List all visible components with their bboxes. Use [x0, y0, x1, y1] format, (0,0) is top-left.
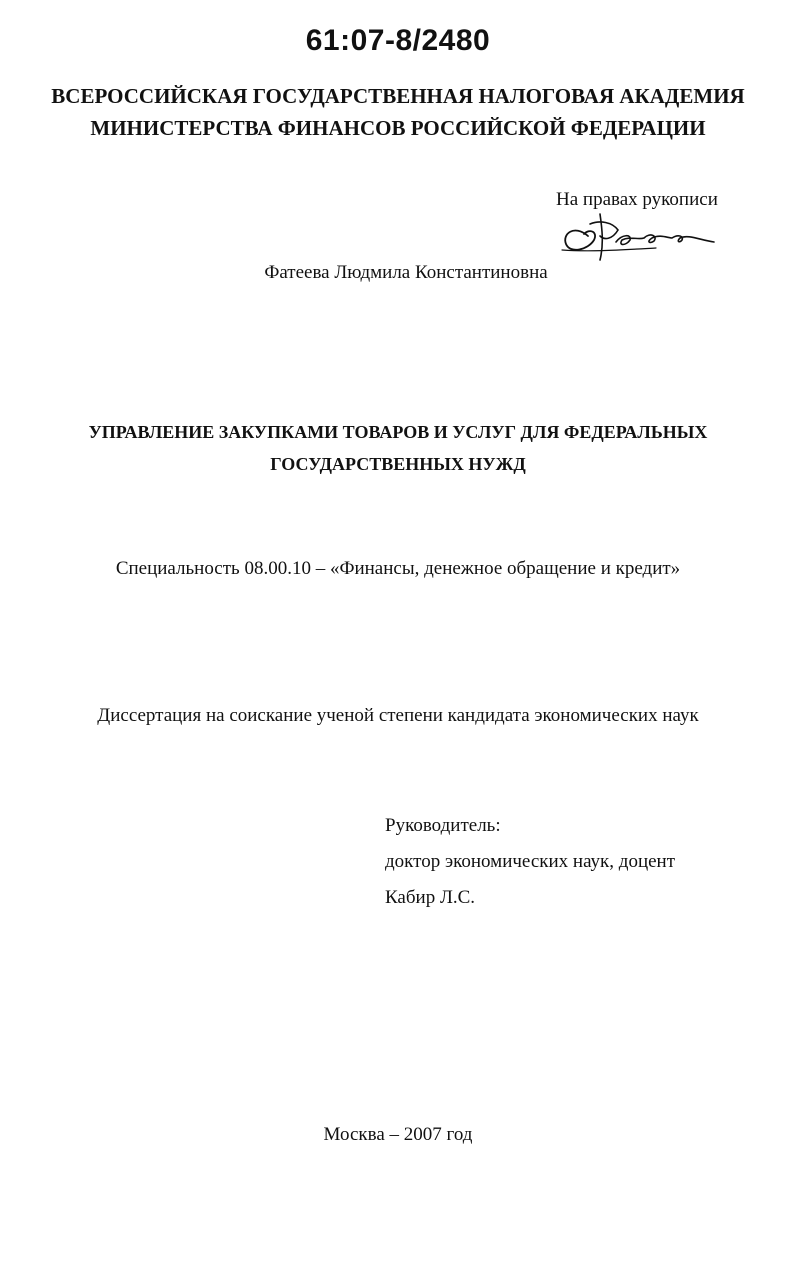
institution-line-1: ВСЕРОССИЙСКАЯ ГОСУДАРСТВЕННАЯ НАЛОГОВАЯ АКАДЕМИЯ: [51, 84, 745, 108]
handwritten-signature-icon: [560, 210, 720, 266]
author-name: Фатеева Людмила Константиновна: [264, 262, 548, 283]
supervisor-degree: доктор экономических наук, доцент: [385, 851, 676, 872]
institution-line-2: МИНИСТЕРСТВА ФИНАНСОВ РОССИЙСКОЙ ФЕДЕРАЦИИ: [90, 116, 706, 140]
catalog-code: 61:07-8/2480: [305, 24, 491, 57]
specialty: Специальность 08.00.10 – «Финансы, денежное обращение и кредит»: [115, 558, 681, 579]
supervisor-name: Кабир Л.С.: [385, 887, 475, 908]
supervisor-label: Руководитель:: [385, 815, 501, 836]
thesis-title-line-1: УПРАВЛЕНИЕ ЗАКУПКАМИ ТОВАРОВ И УСЛУГ ДЛЯ ФЕДЕРАЛЬНЫХ: [88, 422, 708, 442]
city-year: Москва – 2007 год: [323, 1124, 473, 1145]
rights-note: На правах рукописи: [556, 189, 718, 210]
thesis-title-line-2: ГОСУДАРСТВЕННЫХ НУЖД: [270, 454, 526, 474]
dissertation-statement: Диссертация на соискание ученой степени кандидата экономических наук: [97, 705, 699, 726]
